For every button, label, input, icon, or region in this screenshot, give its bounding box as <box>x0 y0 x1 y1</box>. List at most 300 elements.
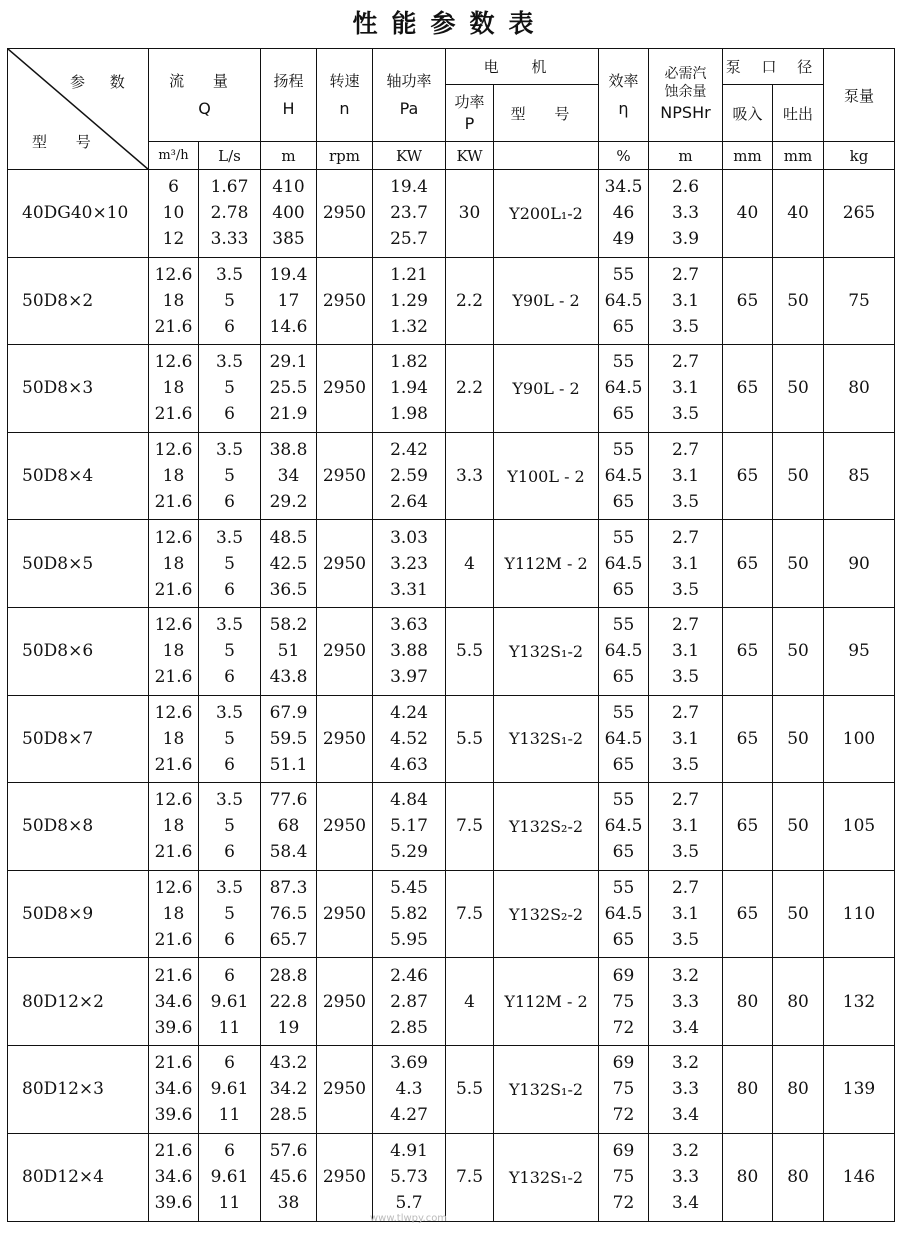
head-cell-value: 43.2 <box>269 1053 308 1074</box>
motor-model-cell: Y132S₁-2 <box>494 1133 599 1221</box>
npsh-cell <box>649 870 723 958</box>
flow-m3h-cell-value: 21.6 <box>154 965 193 986</box>
flow-ls-cell-value: 6 <box>224 1141 235 1162</box>
head-cell-value: 67.9 <box>269 702 308 723</box>
header-npsh-line2: 蚀余量 <box>664 84 707 100</box>
table-row <box>8 607 895 695</box>
flow-ls-cell-value: 3.5 <box>215 264 244 285</box>
motor-power-cell: 30 <box>446 170 494 258</box>
speed-cell: 2950 <box>317 257 373 345</box>
speed-cell: 2950 <box>317 958 373 1046</box>
flow-m3h-cell-value: 21.6 <box>154 1053 193 1074</box>
model-cell: 50D8×6 <box>8 607 149 695</box>
flow-ls-cell-value: 5 <box>224 466 235 487</box>
head-cell <box>261 870 317 958</box>
shaft-power-cell-value: 4.52 <box>390 728 428 749</box>
weight-cell: 105 <box>824 783 895 871</box>
unit-cell: m <box>261 142 317 170</box>
head-cell-value: 77.6 <box>269 790 308 811</box>
efficiency-cell-value: 69 <box>612 1141 635 1162</box>
flow-m3h-cell-value: 18 <box>162 641 185 662</box>
speed-cell: 2950 <box>317 1045 373 1133</box>
flow-m3h-cell-value: 21.6 <box>154 579 193 600</box>
header-shaft-power-label: 轴功率 <box>386 72 432 90</box>
flow-m3h-cell-value: 34.6 <box>154 1079 193 1100</box>
motor-power-cell: 3.3 <box>446 432 494 520</box>
flow-m3h-cell-value: 12.6 <box>154 527 193 548</box>
shaft-power-cell-value: 25.7 <box>390 229 428 250</box>
shaft-power-cell-value: 5.17 <box>390 816 428 837</box>
head-cell-value: 57.6 <box>269 1141 308 1162</box>
unit-cell: kg <box>824 142 895 170</box>
inlet-cell: 80 <box>723 1045 773 1133</box>
flow-ls-cell <box>199 783 261 871</box>
weight-cell: 85 <box>824 432 895 520</box>
flow-m3h-cell-value: 21.6 <box>154 1141 193 1162</box>
flow-m3h-cell-value: 6 <box>168 177 179 198</box>
efficiency-cell <box>599 432 649 520</box>
motor-power-cell: 5.5 <box>446 1045 494 1133</box>
efficiency-cell-value: 75 <box>612 1079 635 1100</box>
shaft-power-cell-value: 5.29 <box>390 842 428 863</box>
npsh-cell-value: 3.3 <box>671 203 700 224</box>
header-speed-label: 转速 <box>329 72 360 90</box>
flow-ls-cell <box>199 520 261 608</box>
speed-cell: 2950 <box>317 695 373 783</box>
unit-cell: KW <box>373 142 446 170</box>
motor-model-cell: Y112M - 2 <box>494 958 599 1046</box>
flow-m3h-cell-value: 34.6 <box>154 991 193 1012</box>
flow-m3h-cell-value: 18 <box>162 728 185 749</box>
header-weight: 泵量 <box>824 49 895 142</box>
efficiency-cell-value: 65 <box>612 404 635 425</box>
header-npsh <box>649 49 723 142</box>
flow-m3h-cell-value: 39.6 <box>154 1105 193 1126</box>
shaft-power-cell-value: 4.63 <box>390 754 428 775</box>
flow-ls-cell <box>199 170 261 258</box>
flow-m3h-cell-value: 18 <box>162 904 185 925</box>
npsh-cell-value: 3.5 <box>671 492 700 513</box>
inlet-cell: 65 <box>723 345 773 433</box>
npsh-cell-value: 3.1 <box>671 466 700 487</box>
npsh-cell-value: 3.1 <box>671 290 700 311</box>
shaft-power-cell <box>373 432 446 520</box>
head-cell-value: 25.5 <box>269 378 308 399</box>
flow-ls-cell <box>199 1133 261 1221</box>
npsh-cell-value: 3.4 <box>671 1193 700 1214</box>
head-cell <box>261 695 317 783</box>
efficiency-cell-value: 55 <box>612 440 635 461</box>
npsh-cell-value: 3.5 <box>671 842 700 863</box>
header-inlet: 吸入 <box>723 85 773 142</box>
head-cell-value: 51.1 <box>269 754 308 775</box>
flow-ls-cell-value: 9.61 <box>210 991 249 1012</box>
head-cell-value: 19.4 <box>269 264 308 285</box>
flow-m3h-cell-value: 12.6 <box>154 790 193 811</box>
shaft-power-cell-value: 4.91 <box>390 1141 428 1162</box>
model-cell: 50D8×4 <box>8 432 149 520</box>
flow-m3h-cell <box>149 520 199 608</box>
efficiency-cell <box>599 607 649 695</box>
flow-m3h-cell <box>149 170 199 258</box>
shaft-power-cell <box>373 870 446 958</box>
shaft-power-cell-value: 5.95 <box>390 930 428 951</box>
flow-m3h-cell-value: 21.6 <box>154 842 193 863</box>
header-outlet: 吐出 <box>773 85 824 142</box>
motor-model-cell: Y90L - 2 <box>494 257 599 345</box>
header-speed <box>317 49 373 142</box>
shaft-power-cell-value: 23.7 <box>390 203 428 224</box>
weight-cell: 100 <box>824 695 895 783</box>
outlet-cell: 50 <box>773 520 824 608</box>
flow-m3h-cell-value: 21.6 <box>154 667 193 688</box>
inlet-cell: 65 <box>723 870 773 958</box>
unit-cell: KW <box>446 142 494 170</box>
npsh-cell-value: 2.7 <box>671 878 700 899</box>
motor-model-cell: Y112M - 2 <box>494 520 599 608</box>
npsh-cell-value: 3.2 <box>671 1053 700 1074</box>
outlet-cell: 50 <box>773 607 824 695</box>
table-row <box>8 783 895 871</box>
npsh-cell-value: 3.5 <box>671 754 700 775</box>
efficiency-cell <box>599 345 649 433</box>
efficiency-cell <box>599 520 649 608</box>
header-motor-power-symbol: P <box>464 114 475 133</box>
motor-power-cell: 4 <box>446 520 494 608</box>
shaft-power-cell <box>373 695 446 783</box>
shaft-power-cell-value: 19.4 <box>390 177 428 198</box>
head-cell-value: 76.5 <box>269 904 308 925</box>
inlet-cell: 65 <box>723 695 773 783</box>
outlet-cell: 80 <box>773 958 824 1046</box>
speed-cell: 2950 <box>317 170 373 258</box>
outlet-cell: 50 <box>773 257 824 345</box>
npsh-cell-value: 3.1 <box>671 378 700 399</box>
shaft-power-cell-value: 4.24 <box>390 702 428 723</box>
efficiency-cell-value: 64.5 <box>604 904 643 925</box>
motor-model-cell: Y132S₂-2 <box>494 870 599 958</box>
unit-cell <box>494 142 599 170</box>
flow-ls-cell-value: 5 <box>224 290 235 311</box>
npsh-cell-value: 3.2 <box>671 1141 700 1162</box>
head-cell <box>261 783 317 871</box>
flow-ls-cell-value: 2.78 <box>210 203 249 224</box>
header-flow-label: 流 量 <box>169 72 240 90</box>
header-motor-power-label: 功率 <box>454 93 485 111</box>
shaft-power-cell-value: 2.87 <box>390 991 428 1012</box>
shaft-power-cell-value: 1.98 <box>390 404 428 425</box>
shaft-power-cell <box>373 1133 446 1221</box>
shaft-power-cell-value: 5.7 <box>395 1193 423 1214</box>
outlet-cell: 50 <box>773 695 824 783</box>
npsh-cell-value: 2.7 <box>671 790 700 811</box>
flow-ls-cell <box>199 607 261 695</box>
header-efficiency-label: 效率 <box>608 72 639 90</box>
shaft-power-cell-value: 5.73 <box>390 1167 428 1188</box>
shaft-power-cell-value: 5.82 <box>390 904 428 925</box>
efficiency-cell <box>599 783 649 871</box>
efficiency-cell-value: 65 <box>612 579 635 600</box>
efficiency-cell-value: 55 <box>612 527 635 548</box>
flow-m3h-cell-value: 12.6 <box>154 440 193 461</box>
npsh-cell-value: 3.2 <box>671 965 700 986</box>
model-cell: 50D8×7 <box>8 695 149 783</box>
speed-cell: 2950 <box>317 345 373 433</box>
efficiency-cell <box>599 1045 649 1133</box>
speed-cell: 2950 <box>317 1133 373 1221</box>
header-efficiency <box>599 49 649 142</box>
flow-ls-cell-value: 3.5 <box>215 615 244 636</box>
speed-cell: 2950 <box>317 607 373 695</box>
weight-cell: 146 <box>824 1133 895 1221</box>
weight-cell: 139 <box>824 1045 895 1133</box>
flow-ls-cell-value: 1.67 <box>210 177 249 198</box>
flow-m3h-cell-value: 21.6 <box>154 754 193 775</box>
npsh-cell-value: 3.4 <box>671 1017 700 1038</box>
head-cell-value: 36.5 <box>269 579 308 600</box>
model-cell: 40DG40×10 <box>8 170 149 258</box>
efficiency-cell-value: 55 <box>612 878 635 899</box>
efficiency-cell-value: 75 <box>612 1167 635 1188</box>
header-motor-power <box>446 85 494 142</box>
unit-cell: L/s <box>199 142 261 170</box>
model-cell: 80D12×3 <box>8 1045 149 1133</box>
flow-ls-cell-value: 6 <box>224 579 235 600</box>
efficiency-cell-value: 65 <box>612 667 635 688</box>
header-npsh-symbol: NPSHr <box>660 103 711 122</box>
efficiency-cell-value: 72 <box>612 1017 635 1038</box>
efficiency-cell-value: 55 <box>612 615 635 636</box>
shaft-power-cell-value: 3.97 <box>390 667 428 688</box>
head-cell-value: 29.1 <box>269 352 308 373</box>
model-cell: 50D8×5 <box>8 520 149 608</box>
flow-m3h-cell <box>149 607 199 695</box>
header-flow <box>149 49 261 142</box>
flow-ls-cell-value: 6 <box>224 1053 235 1074</box>
npsh-cell-value: 3.3 <box>671 991 700 1012</box>
efficiency-cell <box>599 958 649 1046</box>
npsh-cell-value: 3.4 <box>671 1105 700 1126</box>
head-cell-value: 410 <box>272 177 305 198</box>
weight-cell: 132 <box>824 958 895 1046</box>
efficiency-cell-value: 72 <box>612 1105 635 1126</box>
head-cell-value: 51 <box>277 641 300 662</box>
flow-ls-cell <box>199 870 261 958</box>
flow-ls-cell-value: 6 <box>224 930 235 951</box>
flow-m3h-cell-value: 12.6 <box>154 702 193 723</box>
table-row <box>8 958 895 1046</box>
head-cell <box>261 170 317 258</box>
model-cell: 80D12×2 <box>8 958 149 1046</box>
npsh-cell-value: 3.1 <box>671 904 700 925</box>
header-head-symbol: H <box>282 99 295 118</box>
shaft-power-cell-value: 4.27 <box>390 1105 428 1126</box>
flow-m3h-cell-value: 12.6 <box>154 615 193 636</box>
head-cell-value: 21.9 <box>269 404 308 425</box>
shaft-power-cell-value: 5.45 <box>390 878 428 899</box>
flow-ls-cell-value: 9.61 <box>210 1079 249 1100</box>
unit-cell: mm <box>723 142 773 170</box>
head-cell <box>261 257 317 345</box>
flow-m3h-cell-value: 12.6 <box>154 264 193 285</box>
weight-cell: 265 <box>824 170 895 258</box>
npsh-cell-value: 3.5 <box>671 404 700 425</box>
efficiency-cell-value: 64.5 <box>604 553 643 574</box>
flow-ls-cell-value: 6 <box>224 404 235 425</box>
shaft-power-cell <box>373 345 446 433</box>
unit-cell: mm <box>773 142 824 170</box>
head-cell-value: 45.6 <box>269 1167 308 1188</box>
table-row <box>8 432 895 520</box>
flow-ls-cell-value: 3.5 <box>215 790 244 811</box>
shaft-power-cell-value: 2.85 <box>390 1017 428 1038</box>
header-flow-symbol: Q <box>198 99 211 118</box>
flow-ls-cell-value: 9.61 <box>210 1167 249 1188</box>
efficiency-cell-value: 46 <box>612 203 635 224</box>
npsh-cell-value: 3.5 <box>671 930 700 951</box>
flow-ls-cell-value: 6 <box>224 842 235 863</box>
head-cell-value: 68 <box>277 816 300 837</box>
outlet-cell: 80 <box>773 1045 824 1133</box>
npsh-cell-value: 2.7 <box>671 352 700 373</box>
shaft-power-cell <box>373 1045 446 1133</box>
shaft-power-cell-value: 4.3 <box>395 1079 423 1100</box>
npsh-cell <box>649 783 723 871</box>
head-cell-value: 385 <box>272 229 305 250</box>
shaft-power-cell-value: 1.29 <box>390 290 428 311</box>
inlet-cell: 65 <box>723 257 773 345</box>
flow-m3h-cell-value: 34.6 <box>154 1167 193 1188</box>
npsh-cell-value: 3.1 <box>671 641 700 662</box>
inlet-cell: 80 <box>723 958 773 1046</box>
head-cell-value: 65.7 <box>269 930 308 951</box>
efficiency-cell-value: 65 <box>612 842 635 863</box>
efficiency-cell-value: 55 <box>612 264 635 285</box>
npsh-cell-value: 2.7 <box>671 702 700 723</box>
shaft-power-cell-value: 3.63 <box>390 615 428 636</box>
efficiency-cell <box>599 257 649 345</box>
shaft-power-cell <box>373 170 446 258</box>
npsh-cell-value: 2.7 <box>671 440 700 461</box>
flow-ls-cell <box>199 695 261 783</box>
flow-ls-cell-value: 3.33 <box>210 229 249 250</box>
table-row <box>8 1133 895 1221</box>
table-row <box>8 1045 895 1133</box>
model-cell: 50D8×2 <box>8 257 149 345</box>
header-corner-cell <box>8 49 149 170</box>
flow-ls-cell-value: 11 <box>218 1193 241 1214</box>
flow-ls-cell-value: 5 <box>224 904 235 925</box>
head-cell-value: 28.8 <box>269 965 308 986</box>
efficiency-cell-value: 64.5 <box>604 728 643 749</box>
unit-cell: % <box>599 142 649 170</box>
shaft-power-cell-value: 1.32 <box>390 316 428 337</box>
head-cell-value: 42.5 <box>269 553 308 574</box>
efficiency-cell-value: 65 <box>612 316 635 337</box>
model-cell: 80D12×4 <box>8 1133 149 1221</box>
motor-model-cell: Y100L - 2 <box>494 432 599 520</box>
motor-power-cell: 5.5 <box>446 695 494 783</box>
flow-ls-cell-value: 6 <box>224 965 235 986</box>
flow-ls-cell <box>199 958 261 1046</box>
shaft-power-cell-value: 3.88 <box>390 641 428 662</box>
npsh-cell-value: 2.6 <box>671 177 700 198</box>
motor-power-cell: 7.5 <box>446 870 494 958</box>
efficiency-cell-value: 72 <box>612 1193 635 1214</box>
header-param: 参 数 <box>70 73 135 91</box>
efficiency-cell-value: 64.5 <box>604 290 643 311</box>
npsh-cell <box>649 607 723 695</box>
npsh-cell <box>649 257 723 345</box>
flow-ls-cell <box>199 345 261 433</box>
npsh-cell-value: 2.7 <box>671 615 700 636</box>
flow-m3h-cell <box>149 783 199 871</box>
outlet-cell: 40 <box>773 170 824 258</box>
head-cell-value: 59.5 <box>269 728 308 749</box>
flow-m3h-cell <box>149 432 199 520</box>
motor-power-cell: 2.2 <box>446 257 494 345</box>
efficiency-cell <box>599 870 649 958</box>
efficiency-cell-value: 64.5 <box>604 641 643 662</box>
npsh-cell-value: 3.1 <box>671 728 700 749</box>
header-head <box>261 49 317 142</box>
flow-m3h-cell-value: 21.6 <box>154 316 193 337</box>
head-cell-value: 14.6 <box>269 316 308 337</box>
head-cell-value: 29.2 <box>269 492 308 513</box>
outlet-cell: 50 <box>773 870 824 958</box>
npsh-cell <box>649 520 723 608</box>
flow-ls-cell-value: 6 <box>224 492 235 513</box>
table-row <box>8 345 895 433</box>
flow-m3h-cell-value: 21.6 <box>154 404 193 425</box>
flow-m3h-cell-value: 18 <box>162 816 185 837</box>
table-row <box>8 170 895 258</box>
shaft-power-cell <box>373 958 446 1046</box>
efficiency-cell-value: 55 <box>612 790 635 811</box>
head-cell-value: 38 <box>277 1193 300 1214</box>
efficiency-cell-value: 75 <box>612 991 635 1012</box>
table-row <box>8 257 895 345</box>
efficiency-cell-value: 34.5 <box>604 177 643 198</box>
speed-cell: 2950 <box>317 783 373 871</box>
flow-ls-cell-value: 6 <box>224 316 235 337</box>
head-cell-value: 34 <box>277 466 300 487</box>
inlet-cell: 40 <box>723 170 773 258</box>
efficiency-cell <box>599 1133 649 1221</box>
shaft-power-cell <box>373 783 446 871</box>
npsh-cell <box>649 958 723 1046</box>
weight-cell: 80 <box>824 345 895 433</box>
efficiency-cell-value: 65 <box>612 754 635 775</box>
flow-ls-cell-value: 5 <box>224 816 235 837</box>
shaft-power-cell-value: 2.59 <box>390 466 428 487</box>
inlet-cell: 65 <box>723 432 773 520</box>
head-cell-value: 38.8 <box>269 440 308 461</box>
efficiency-cell-value: 69 <box>612 1053 635 1074</box>
header-shaft-power <box>373 49 446 142</box>
table-row <box>8 695 895 783</box>
head-cell-value: 28.5 <box>269 1105 308 1126</box>
head-cell <box>261 345 317 433</box>
npsh-cell-value: 3.3 <box>671 1167 700 1188</box>
flow-ls-cell-value: 6 <box>224 667 235 688</box>
outlet-cell: 50 <box>773 345 824 433</box>
head-cell-value: 58.2 <box>269 615 308 636</box>
header-model: 型 号 <box>32 133 103 151</box>
motor-power-cell: 2.2 <box>446 345 494 433</box>
efficiency-cell-value: 55 <box>612 702 635 723</box>
npsh-cell-value: 3.5 <box>671 667 700 688</box>
